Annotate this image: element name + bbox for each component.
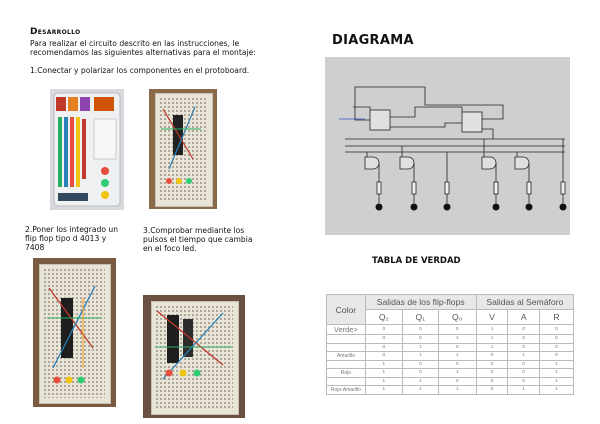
table-cell: 1 (540, 369, 574, 378)
table-cell: 1 (365, 360, 402, 369)
step-3-text: 3.Comprobar mediante los pulsos el tiempo que cambia en el foco led. (143, 226, 253, 253)
table-row (327, 343, 574, 352)
row-color-label (327, 360, 366, 369)
sub-header: R (540, 310, 574, 325)
row-color-label: Rojo (327, 369, 366, 378)
color-header: Color (327, 295, 366, 325)
table-row (327, 369, 574, 378)
table-row (327, 325, 574, 335)
truth-table-title: TABLA DE VERDAD (372, 256, 461, 266)
table-cell: 0 (540, 325, 574, 335)
table-cell: 1 (402, 386, 438, 395)
components-box-illustration (50, 89, 124, 210)
table-cell: 1 (476, 335, 508, 344)
table-cell: 0 (476, 360, 508, 369)
table-cell: 1 (438, 352, 476, 361)
table-cell: 1 (402, 377, 438, 386)
table-cell: 1 (365, 377, 402, 386)
table-cell: 0 (365, 325, 402, 335)
flipflop-header: Salidas de los flip-flops (365, 295, 476, 310)
table-cell: 1 (540, 386, 574, 395)
row-color-label: Verde> (327, 325, 366, 335)
circuit-schematic (325, 57, 570, 235)
table-cell: 0 (476, 377, 508, 386)
sub-header: Q₂ (365, 310, 402, 325)
table-cell: 0 (540, 352, 574, 361)
row-color-label: Amarillo (327, 352, 366, 361)
protoboard-2-illustration (33, 258, 116, 407)
table-cell: 1 (438, 386, 476, 395)
table-cell: 1 (365, 386, 402, 395)
table-row (327, 377, 574, 386)
table-row (327, 352, 574, 361)
protoboard-1-illustration (149, 89, 217, 209)
table-cell: 0 (476, 369, 508, 378)
table-cell: 1 (508, 352, 540, 361)
table-cell: 0 (438, 343, 476, 352)
table-cell: 0 (508, 377, 540, 386)
table-cell: 0 (508, 335, 540, 344)
table-row (327, 386, 574, 395)
row-color-label (327, 335, 366, 344)
table-cell: 0 (508, 369, 540, 378)
diagram-title: DIAGRAMA (332, 33, 414, 48)
intro-paragraph: Para realizar el circuito descrito en las instrucciones, le recomendamos las siguientes alternativas para el montaje: (30, 39, 256, 57)
table-cell: 1 (540, 377, 574, 386)
table-cell: 0 (402, 360, 438, 369)
table-cell: 0 (402, 335, 438, 344)
table-cell: 0 (540, 343, 574, 352)
table-cell: 0 (438, 377, 476, 386)
semaphore-header: Salidas al Semáforo (476, 295, 573, 310)
table-cell: 0 (402, 325, 438, 335)
table-cell: 0 (508, 343, 540, 352)
row-color-label: Rojo-Amarillo (327, 386, 366, 395)
intro-text (30, 39, 285, 75)
sub-header: Q₁ (402, 310, 438, 325)
sub-header: V (476, 310, 508, 325)
table-cell: 0 (540, 335, 574, 344)
photo-protoboard-2 (33, 258, 116, 407)
table-row (327, 360, 574, 369)
table-cell: 0 (508, 325, 540, 335)
row-color-label (327, 377, 366, 386)
table-cell: 0 (365, 352, 402, 361)
protoboard-3-illustration (143, 295, 245, 418)
table-cell: 1 (438, 369, 476, 378)
table-cell: 1 (438, 335, 476, 344)
row-color-label (327, 343, 366, 352)
table-cell: 0 (365, 343, 402, 352)
table-cell: 0 (476, 386, 508, 395)
photo-protoboard-3 (143, 295, 245, 418)
table-cell: 1 (540, 360, 574, 369)
table-row (327, 335, 574, 344)
photo-protoboard-1 (149, 89, 217, 209)
table-cell: 1 (402, 343, 438, 352)
truth-table (326, 294, 574, 395)
circuit-diagram (325, 57, 570, 235)
photo-components-box (50, 89, 124, 210)
table-cell: 1 (476, 325, 508, 335)
table-cell: 1 (508, 386, 540, 395)
table-cell: 0 (365, 335, 402, 344)
table-cell: 1 (365, 369, 402, 378)
step-1-text: 1.Conectar y polarizar los componentes en el protoboard. (30, 66, 250, 75)
table-cell: 0 (476, 352, 508, 361)
table-cell: 0 (402, 369, 438, 378)
table-cell: 0 (438, 325, 476, 335)
table-cell: 0 (508, 360, 540, 369)
table-cell: 1 (402, 352, 438, 361)
table-cell: 0 (438, 360, 476, 369)
step-2-text: 2.Poner los integrado un flip flop tipo d 4013 y 7408 (25, 225, 119, 252)
sub-header: Q₀ (438, 310, 476, 325)
table-cell: 1 (476, 343, 508, 352)
sub-header: A (508, 310, 540, 325)
section-heading: Desarrollo (30, 27, 81, 37)
